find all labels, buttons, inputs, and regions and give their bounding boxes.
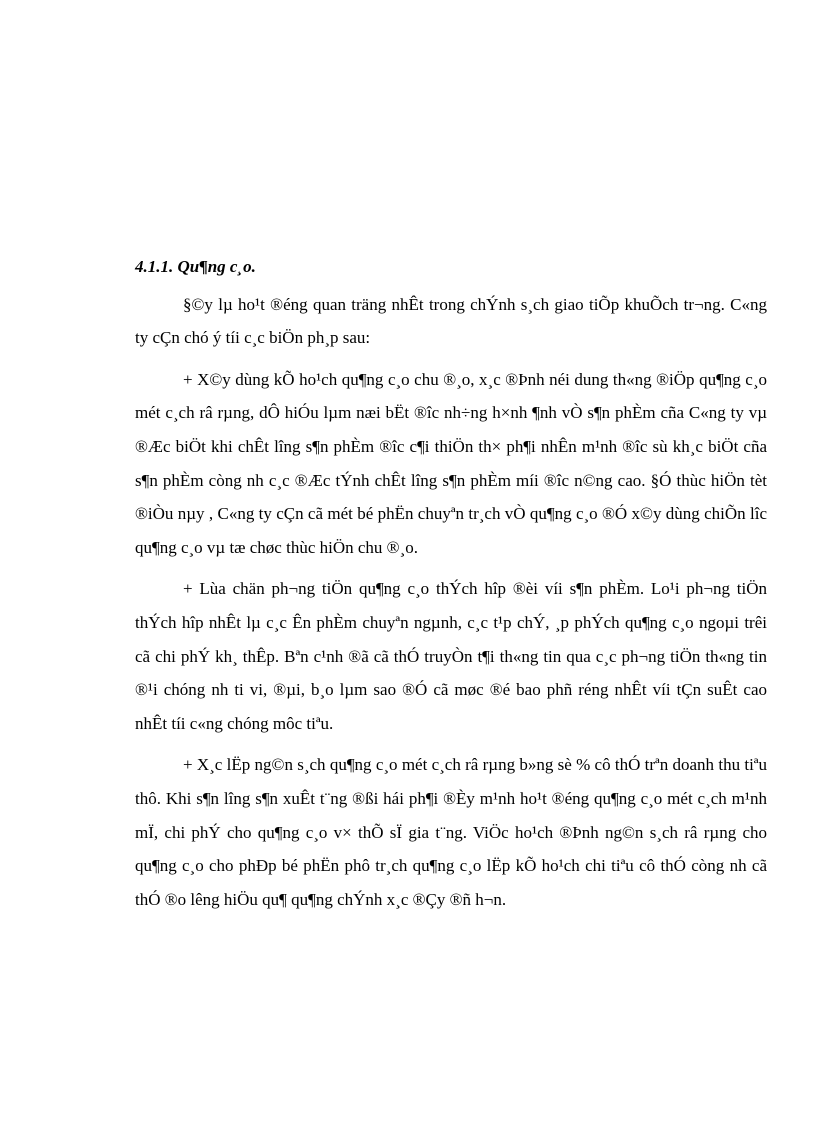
paragraph-intro: §©y lµ ho¹t ®éng quan träng nhÊt trong chÝnh s¸ch giao tiÕp khuÕch tr¬ng. C«ng ty cÇn chó ý tíi c¸c biÖn ph¸p sau:	[135, 294, 767, 348]
document-page	[135, 250, 767, 924]
paragraph-media: + Lùa chän ph¬ng tiÖn qu¶ng c¸o thÝch hîp ®èi víi s¶n phÈm. Lo¹i ph¬ng tiÖn thÝch hîp nhÊt lµ c¸c Ên phÈm chuyªn ngµnh, c¸c t¹p chÝ, ¸p phÝch qu¶ng c¸o ngoµi trêi cã chi phÝ kh¸ thÊp. Bªn c¹nh ®ã cã thÓ truyÒn t¶i th«ng tin qua c¸c ph¬ng tiÖn th«ng tin ®¹i chóng nh ti vi, ®µi, b¸o lµm sao ®Ó cã møc ®é bao phñ réng nhÊt víi tÇn suÊt cao nhÊt tíi c«ng chóng môc tiªu.	[135, 579, 767, 733]
section-heading: 4.1.1. Qu¶ng c¸o.	[135, 257, 256, 276]
paragraph-plan: + X©y dùng kÕ ho¹ch qu¶ng c¸o chu ®¸o, x¸c ®Þnh néi dung th«ng ®iÖp qu¶ng c¸o mét c¸ch râ rµng, dÔ hiÓu lµm næi bËt ®îc nh÷ng h×nh ¶nh vÒ s¶n phÈm cña C«ng ty vµ ®Æc biÖt khi chÊt lîng s¶n phÈm ®îc c¶i thiÖn th× ph¶i nhÊn m¹nh ®îc sù kh¸c biÖt cña s¶n phÈm còng nh c¸c ®Æc tÝnh chÊt lîng s¶n phÈm míi ®îc n©ng cao. §Ó thùc hiÖn tèt ®iÒu nµy , C«ng ty cÇn cã mét bé phËn chuyªn tr¸ch vÒ qu¶ng c¸o ®Ó x©y dùng chiÕn lîc qu¶ng c¸o vµ tæ chøc thùc hiÖn chu ®¸o.	[135, 369, 767, 557]
paragraph-budget: + X¸c lËp ng©n s¸ch qu¶ng c¸o mét c¸ch râ rµng b»ng sè % cô thÓ trªn doanh thu tiªu thô. Khi s¶n lîng s¶n xuÊt t¨ng ®ßi hái ph¶i ®Èy m¹nh ho¹t ®éng qu¶ng c¸o mét c¸ch m¹nh mÏ, chi phÝ cho qu¶ng c¸o v× thÕ sÏ gia t¨ng. ViÖc ho¹ch ®Þnh ng©n s¸ch râ rµng cho qu¶ng c¸o cho phÐp bé phËn phô tr¸ch qu¶ng c¸o lËp kÕ ho¹ch chi tiªu cô thÓ còng nh cã thÓ ®o lêng hiÖu qu¶ qu¶ng chÝnh x¸c ®Çy ®ñ h¬n.	[135, 755, 767, 909]
